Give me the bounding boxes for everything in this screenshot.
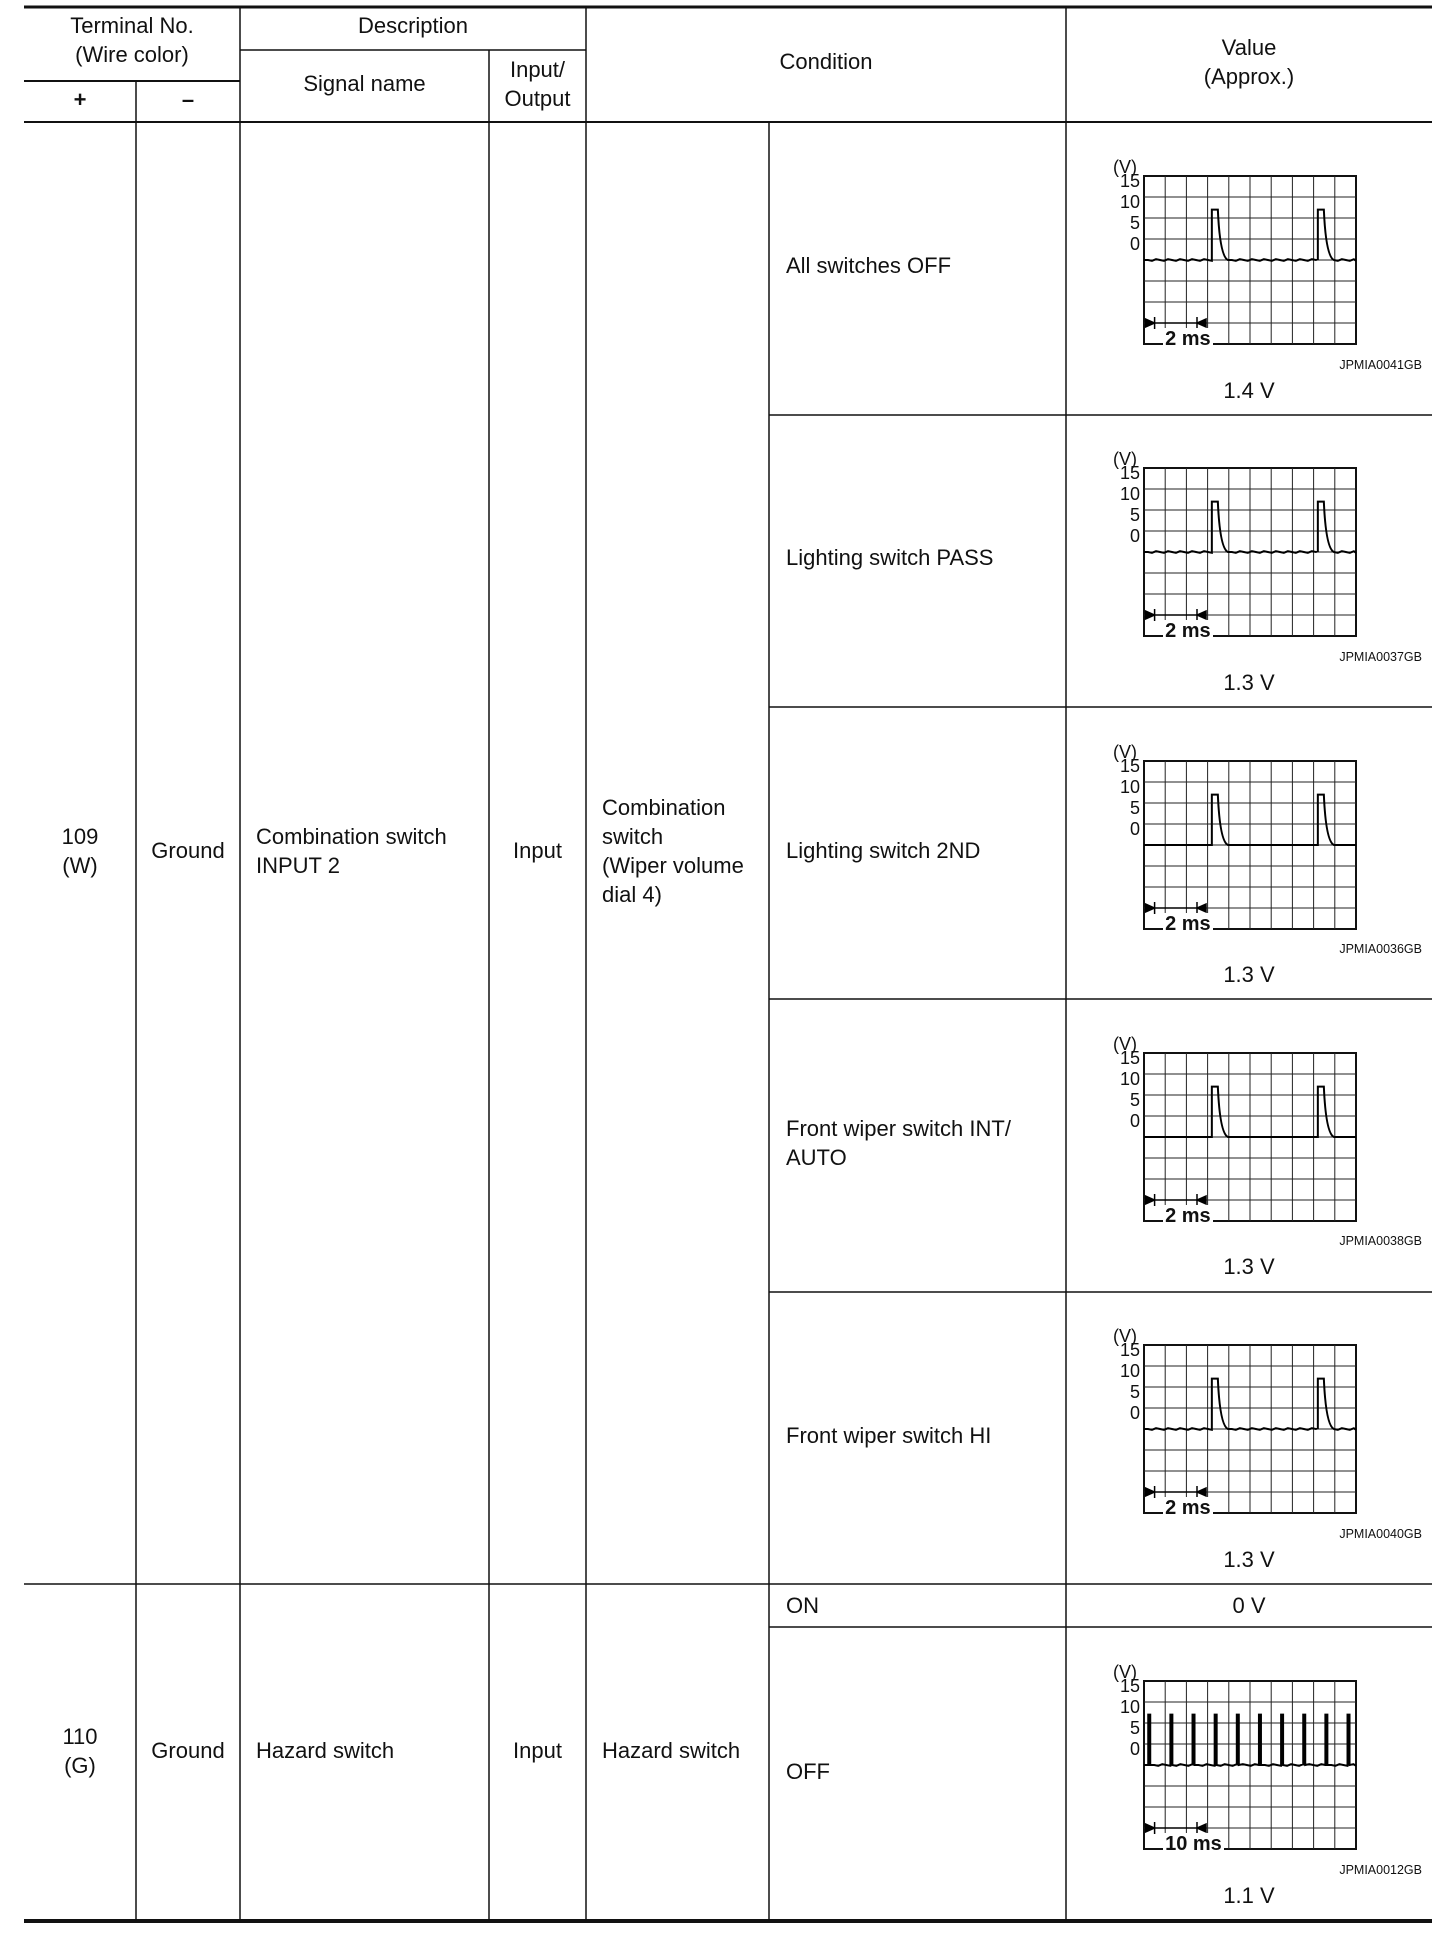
scope-y-tick: 0 [1129,819,1140,839]
scope-y-tick: 10 [1119,1361,1140,1381]
figure-code: JPMIA0041GB [1339,358,1422,372]
header-description: Description [357,13,469,38]
scope-y-tick: 10 [1119,777,1140,797]
figure-code: JPMIA0037GB [1339,650,1422,664]
value-reading: 1.1 V [1223,1883,1275,1908]
condition-line-4: dial 4) [602,882,662,907]
ground-label: Ground [151,1738,225,1763]
scope-y-tick: 15 [1119,171,1140,191]
value-reading: 1.3 V [1223,1254,1275,1279]
subcondition-label-line-2: AUTO [786,1145,847,1170]
scope-unit-label: (V) [1113,1034,1137,1054]
condition-line-1: Combination [602,795,726,820]
scope-grid [1108,1662,1358,1855]
oscilloscope-waveform [1108,449,1346,642]
figure-code: JPMIA0038GB [1339,1234,1422,1248]
header-value-1: Value [1221,35,1277,60]
oscilloscope-waveform [1108,1034,1346,1227]
subcondition-label: Lighting switch 2ND [786,838,981,863]
value-reading: 0 V [1232,1593,1266,1618]
header-signal-name: Signal name [303,71,426,96]
scope-grid [1108,742,1358,935]
scope-y-tick: 0 [1129,234,1140,254]
subcondition-label: OFF [786,1759,830,1784]
scope-y-tick: 5 [1129,1718,1140,1738]
scope-y-tick: 15 [1119,463,1140,483]
time-division-label: 2 ms [1165,620,1211,642]
scope-grid [1108,1034,1358,1227]
value-reading: 1.3 V [1223,670,1275,695]
header-value-2: (Approx.) [1203,64,1295,89]
scope-unit-label: (V) [1113,157,1137,177]
scope-y-tick: 5 [1129,798,1140,818]
figure-code: JPMIA0012GB [1339,1863,1422,1877]
subcondition-label: ON [786,1593,819,1618]
terminal-number: 110 [62,1724,98,1749]
scope-unit-label: (V) [1113,742,1137,762]
subcondition-label: Lighting switch PASS [786,545,994,570]
scope-y-tick: 15 [1119,1048,1140,1068]
value-reading: 1.3 V [1223,962,1275,987]
figure-code: JPMIA0036GB [1339,942,1422,956]
header-terminal-no: Terminal No. [70,13,194,38]
scope-y-tick: 0 [1129,526,1140,546]
header-wire-color: (Wire color) [75,42,189,67]
scope-y-tick: 5 [1129,1382,1140,1402]
time-division-label: 2 ms [1165,913,1211,935]
subcondition-label: All switches OFF [786,253,952,278]
scope-grid [1108,449,1358,642]
header-condition: Condition [779,49,873,74]
time-division-label: 2 ms [1165,328,1211,350]
scope-y-tick: 15 [1119,1340,1140,1360]
scope-unit-label: (V) [1113,1326,1137,1346]
scope-y-tick: 15 [1119,756,1140,776]
time-division-label: 2 ms [1165,1205,1211,1227]
oscilloscope-waveform [1108,1662,1346,1855]
value-reading: 1.3 V [1223,1547,1275,1572]
scope-unit-label: (V) [1113,1662,1137,1682]
scope-y-tick: 5 [1129,213,1140,233]
oscilloscope-waveform [1108,157,1346,350]
wire-color: (W) [62,853,98,878]
scope-grid [1108,157,1358,350]
ground-label: Ground [151,838,225,863]
header-plus: + [73,87,87,112]
condition-line-1: Hazard switch [602,1738,741,1763]
signal-name-line-1: Combination switch [256,824,447,849]
scope-y-tick: 10 [1119,484,1140,504]
scope-y-tick: 10 [1119,192,1140,212]
condition-line-2: switch [602,824,664,849]
scope-y-tick: 15 [1119,1676,1140,1696]
time-division-label: 2 ms [1165,1497,1211,1519]
oscilloscope-waveform [1108,742,1346,935]
scope-y-tick: 0 [1129,1111,1140,1131]
scope-y-tick: 5 [1129,505,1140,525]
header-input-output-2: Output [504,86,571,111]
oscilloscope-waveform [1108,1326,1346,1519]
figure-code: JPMIA0040GB [1339,1527,1422,1541]
wire-color: (G) [64,1753,96,1778]
scope-y-tick: 0 [1129,1739,1140,1759]
value-reading: 1.4 V [1223,378,1275,403]
terminal-number: 109 [61,824,99,849]
scope-y-tick: 10 [1119,1069,1140,1089]
subcondition-label: Front wiper switch HI [786,1423,992,1448]
signal-name-line-2: INPUT 2 [256,853,340,878]
condition-line-3: (Wiper volume [602,853,744,878]
signal-name-line-1: Hazard switch [256,1738,395,1763]
header-input-output-1: Input/ [509,57,566,82]
scope-grid [1108,1326,1358,1519]
io-label: Input [513,1738,562,1763]
scope-y-tick: 10 [1119,1697,1140,1717]
subcondition-label: Front wiper switch INT/ [786,1116,1011,1141]
time-division-label: 10 ms [1165,1833,1222,1855]
io-label: Input [513,838,562,863]
scope-y-tick: 0 [1129,1403,1140,1423]
scope-y-tick: 5 [1129,1090,1140,1110]
header-minus: – [181,87,195,112]
scope-unit-label: (V) [1113,449,1137,469]
